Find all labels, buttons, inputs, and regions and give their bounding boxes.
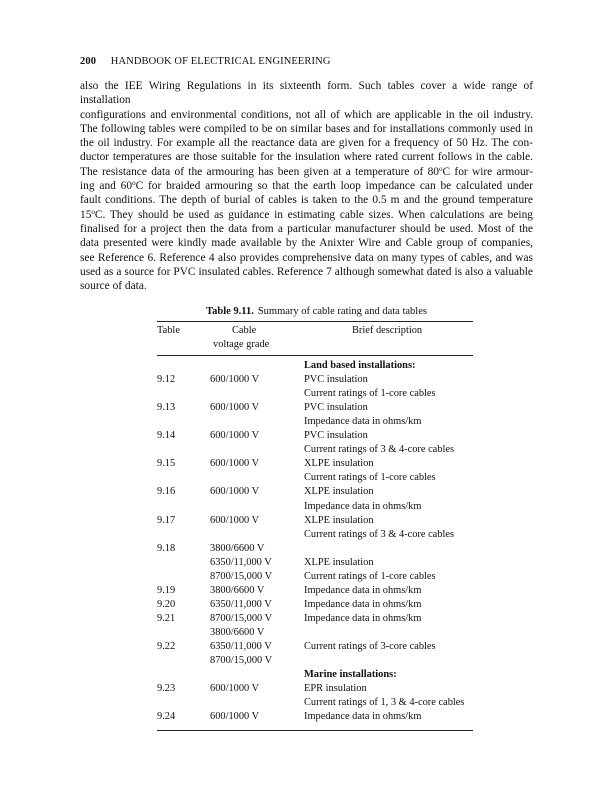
paragraph-line: see Reference 6. Reference 4 also provides comprehensive data on many types of cables, and was: [80, 251, 533, 264]
row-description: Land based installations:: [304, 360, 416, 371]
table-caption: [160, 306, 473, 317]
row-table-number: 9.21: [157, 612, 176, 624]
column-header-description: Brief description: [352, 325, 423, 336]
row-description: XLPE insulation: [304, 486, 374, 498]
text-segment: C for braided armouring so that the earth loop impedance can be calculated under: [135, 180, 533, 193]
degree-sign: o: [439, 164, 443, 173]
table-top-rule: [157, 321, 473, 322]
text-segment: C. They should be used as guidance in estimating cable sizes. When calculations are being: [94, 208, 533, 221]
table-caption-label: Table 9.11.: [206, 306, 254, 317]
paragraph-line: finalised for a project then the data from a particular manufacturer should be used. Most of the: [80, 222, 533, 235]
row-voltage-grade: 600/1000 V: [210, 683, 260, 695]
row-voltage-grade: 600/1000 V: [210, 430, 260, 442]
row-description: Current ratings of 3 & 4-core cables: [304, 444, 455, 456]
row-description: XLPE insulation: [304, 514, 374, 526]
row-description: Current ratings of 1-core cables: [304, 570, 436, 582]
row-voltage-grade: 3800/6600 V: [210, 542, 265, 554]
row-voltage-grade: 6350/11,000 V: [210, 641, 272, 652]
row-description: Impedance data in ohms/km: [304, 612, 422, 624]
row-description: Impedance data in ohms/km: [304, 711, 422, 723]
text-segment: The resistance data of the armouring has been given at a temperature of 80: [80, 165, 439, 178]
text-segment: 15: [80, 208, 92, 221]
row-description: Current ratings of 3-core cables: [304, 641, 436, 652]
row-description: Current ratings of 1-core cables: [304, 388, 436, 400]
row-table-number: 9.18: [157, 542, 176, 554]
table-caption-text: Summary of cable rating and data tables: [257, 306, 427, 317]
row-voltage-grade: 8700/15,000 V: [210, 655, 273, 667]
row-voltage-grade: 8700/15,000 V: [210, 612, 273, 624]
row-table-number: 9.14: [157, 430, 176, 442]
text-segment: ing and 60: [80, 180, 133, 193]
running-title: HANDBOOK OF ELECTRICAL ENGINEERING: [110, 56, 331, 67]
paragraph-line: the oil industry. For example all the reactance data are given for a frequency of 50 Hz. The con-: [80, 137, 533, 150]
paragraph-line: used as a source for PVC insulated cables. Reference 7 although somewhat dated is also a valuable: [80, 265, 533, 278]
text-segment: C for wire armour-: [442, 165, 534, 178]
row-description: Impedance data in ohms/km: [304, 584, 422, 596]
row-voltage-grade: 6350/11,000 V: [210, 598, 272, 610]
row-description: PVC insulation: [304, 430, 368, 442]
row-table-number: 9.17: [157, 514, 176, 526]
row-description: Current ratings of 1, 3 & 4-core cables: [304, 697, 465, 709]
row-description: Marine installations:: [304, 669, 397, 681]
degree-sign: o: [91, 207, 95, 216]
row-table-number: 9.19: [157, 584, 176, 596]
row-description: EPR insulation: [304, 683, 367, 695]
row-voltage-grade: 600/1000 V: [210, 486, 260, 498]
row-table-number: 9.13: [157, 402, 176, 414]
row-voltage-grade: 3800/6600 V: [210, 584, 265, 596]
column-header-voltage-sub: voltage grade: [213, 339, 270, 350]
column-header-voltage: Cable: [232, 325, 257, 336]
row-table-number: 9.15: [157, 458, 176, 470]
row-description: PVC insulation: [304, 402, 368, 414]
row-description: Current ratings of 3 & 4-core cables: [304, 528, 455, 540]
row-table-number: 9.23: [157, 683, 176, 695]
row-table-number: 9.22: [157, 641, 176, 652]
row-description: PVC insulation: [304, 374, 368, 386]
row-table-number: 9.12: [157, 374, 176, 386]
row-voltage-grade: 3800/6600 V: [210, 626, 265, 638]
paragraph-line: also the IEE Wiring Regulations in its sixteenth form. Such tables cover a wide range of installation: [80, 80, 533, 107]
running-header: [80, 56, 331, 67]
row-description: XLPE insulation: [304, 458, 374, 470]
degree-sign: o: [132, 179, 136, 188]
paragraph-line: [80, 179, 533, 193]
paragraph-line: ductor temperatures are those suitable for the insulation where rated current follows in the cable.: [80, 151, 533, 164]
row-table-number: 9.20: [157, 598, 176, 610]
table-bottom-rule: [157, 730, 473, 731]
row-voltage-grade: 6350/11,000 V: [210, 556, 272, 568]
row-voltage-grade: 600/1000 V: [210, 458, 260, 470]
row-description: Impedance data in ohms/km: [304, 500, 422, 512]
page-number: 200: [80, 56, 97, 67]
row-table-number: 9.16: [157, 486, 176, 498]
paragraph-line: configurations and environmental conditions, not all of which are applicable in the oil industry.: [80, 108, 533, 121]
row-description: XLPE insulation: [304, 556, 374, 568]
row-voltage-grade: 600/1000 V: [210, 402, 260, 414]
row-voltage-grade: 600/1000 V: [210, 711, 260, 723]
paragraph-line: [80, 208, 533, 222]
paragraph-line: source of data.: [80, 280, 147, 293]
column-header-table: Table: [157, 325, 180, 336]
paragraph-line: The following tables were compiled to be on similar bases and for installations commonly used in: [80, 122, 533, 135]
row-voltage-grade: 600/1000 V: [210, 374, 260, 386]
paragraph-line: data presented were kindly made available by the Anixter Wire and Cable group of companies,: [80, 237, 533, 250]
paragraph-line: fault conditions. The depth of burial of cables is taken to the 0.5 m and the ground temperature: [80, 194, 533, 207]
paragraph-line: [80, 165, 533, 179]
row-table-number: 9.24: [157, 711, 176, 723]
row-description: Impedance data in ohms/km: [304, 416, 422, 428]
row-description: Current ratings of 1-core cables: [304, 472, 436, 484]
table-header-rule: [157, 355, 473, 356]
body-paragraph: [80, 79, 533, 293]
row-voltage-grade: 600/1000 V: [210, 514, 260, 526]
row-voltage-grade: 8700/15,000 V: [210, 570, 273, 582]
row-description: Impedance data in ohms/km: [304, 598, 422, 610]
